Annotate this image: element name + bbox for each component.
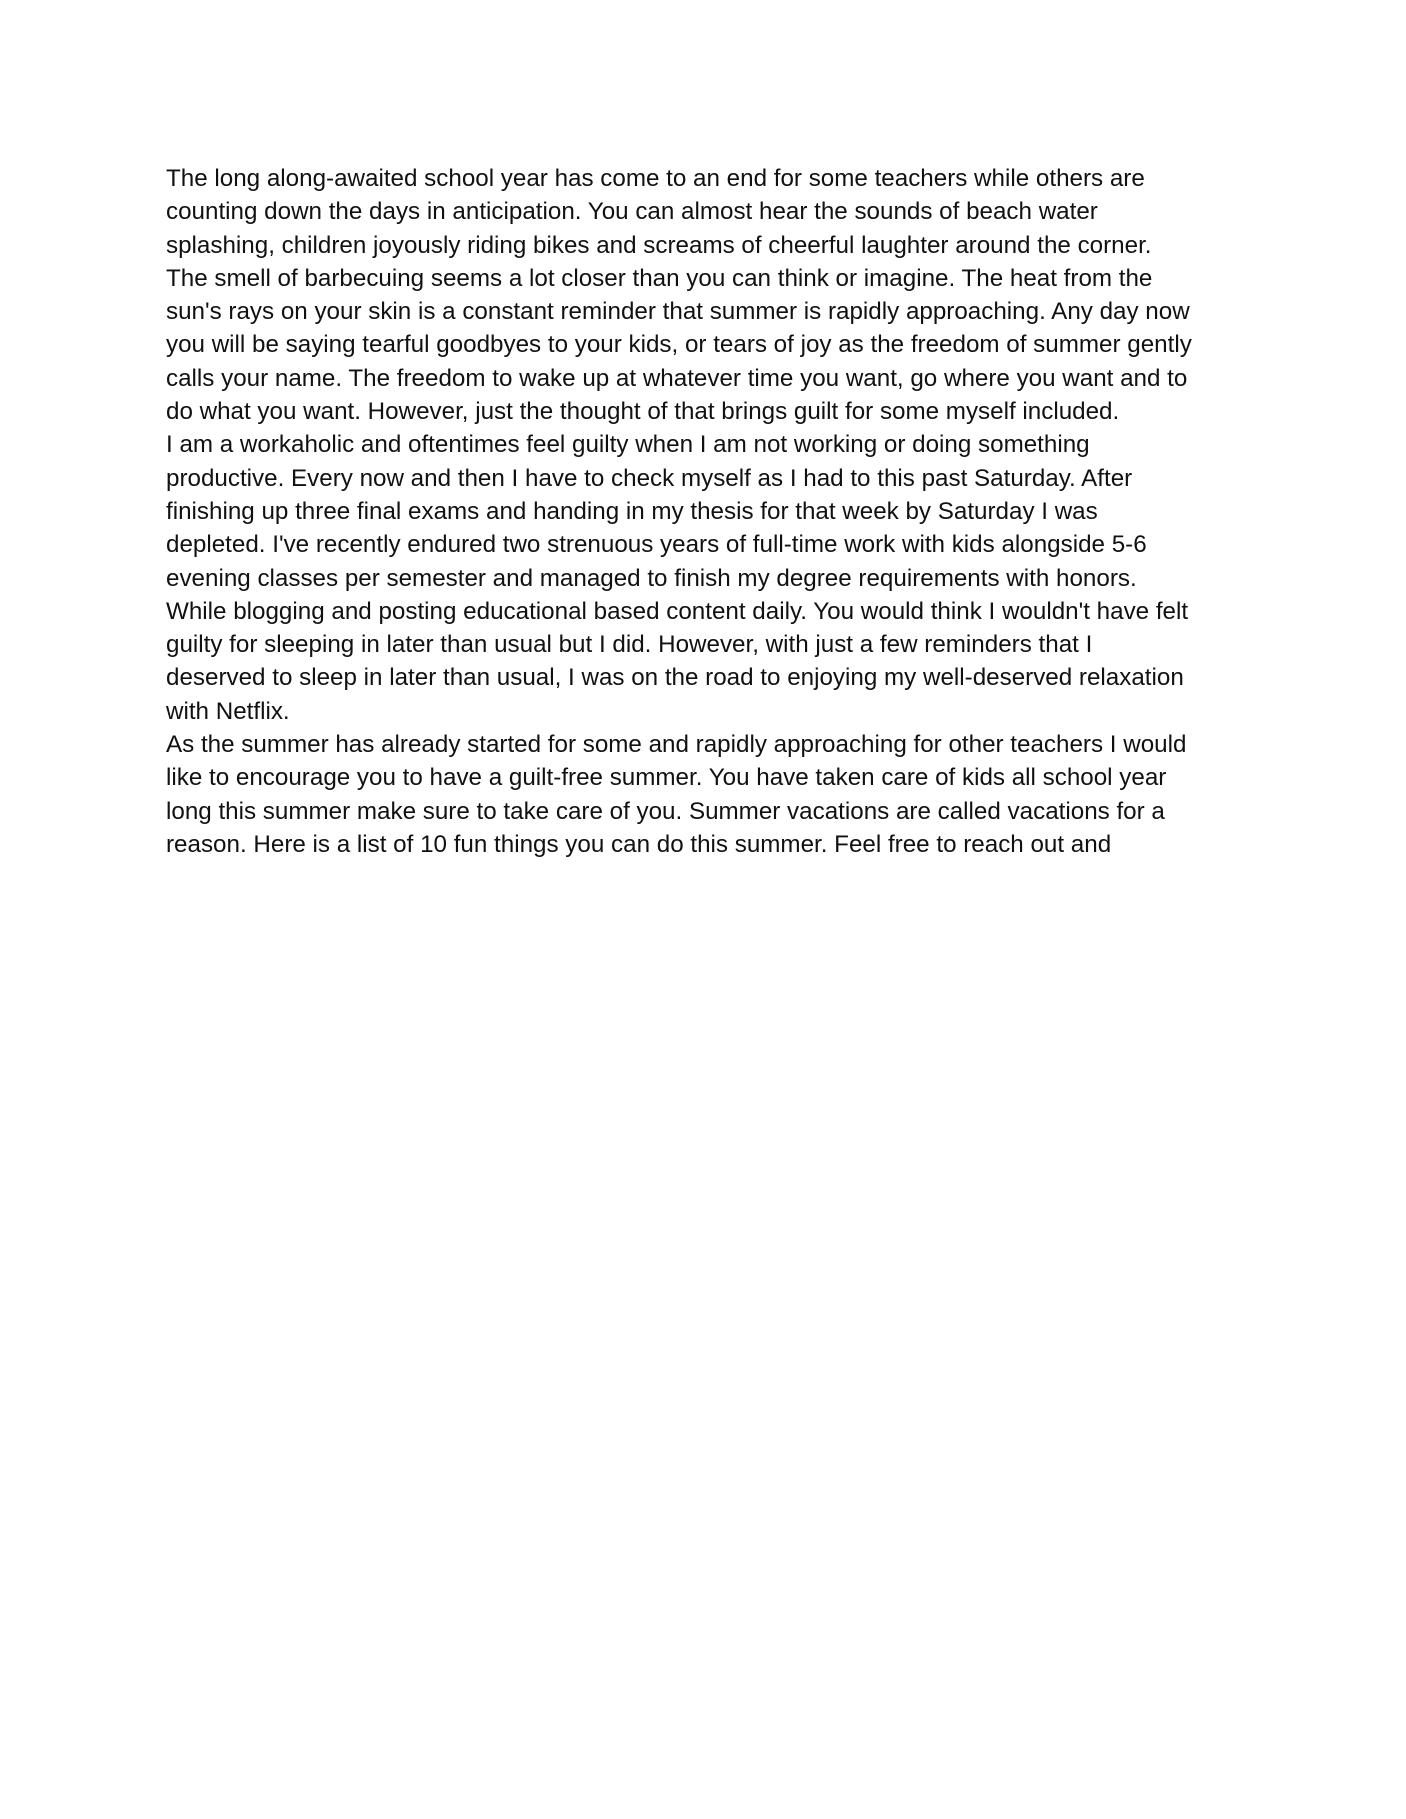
text-line: reason. Here is a list of 10 fun things you can do this summer. Feel free to reach out and [166, 830, 1112, 858]
text-line: productive. Every now and then I have to check myself as I had to this past Saturday. After [166, 464, 1133, 492]
text-line: you will be saying tearful goodbyes to your kids, or tears of joy as the freedom of summer gently [166, 331, 1192, 359]
text-line: do what you want. However, just the thought of that brings guilt for some myself included. [166, 398, 1120, 426]
text-line: calls your name. The freedom to wake up at whatever time you want, go where you want and to [166, 364, 1188, 392]
text-line: like to encourage you to have a guilt-free summer. You have taken care of kids all school year [166, 764, 1167, 792]
text-line: depleted. I've recently endured two strenuous years of full-time work with kids alongside 5-6 [166, 531, 1147, 559]
text-line: As the summer has already started for some and rapidly approaching for other teachers I would [166, 731, 1187, 759]
text-line: sun's rays on your skin is a constant reminder that summer is rapidly approaching. Any day now [166, 298, 1190, 326]
text-line: with Netflix. [166, 697, 290, 725]
body-text [166, 162, 1286, 861]
text-line: counting down the days in anticipation. You can almost hear the sounds of beach water [166, 198, 1098, 226]
text-line: guilty for sleeping in later than usual but I did. However, with just a few reminders that I [166, 631, 1093, 659]
text-line: long this summer make sure to take care of you. Summer vacations are called vacations for a [166, 797, 1165, 825]
text-line: The smell of barbecuing seems a lot closer than you can think or imagine. The heat from the [166, 264, 1153, 292]
text-line: finishing up three final exams and handing in my thesis for that week by Saturday I was [166, 497, 1098, 525]
text-line: deserved to sleep in later than usual, I was on the road to enjoying my well-deserved relaxation [166, 664, 1184, 692]
text-line: evening classes per semester and managed to finish my degree requirements with honors. [166, 564, 1137, 592]
text-line: While blogging and posting educational based content daily. You would think I wouldn't have felt [166, 597, 1189, 625]
text-line: I am a workaholic and oftentimes feel guilty when I am not working or doing something [166, 431, 1090, 459]
text-line: splashing, children joyously riding bikes and screams of cheerful laughter around the corner. [166, 231, 1152, 259]
text-line: The long along-awaited school year has come to an end for some teachers while others are [166, 165, 1145, 192]
